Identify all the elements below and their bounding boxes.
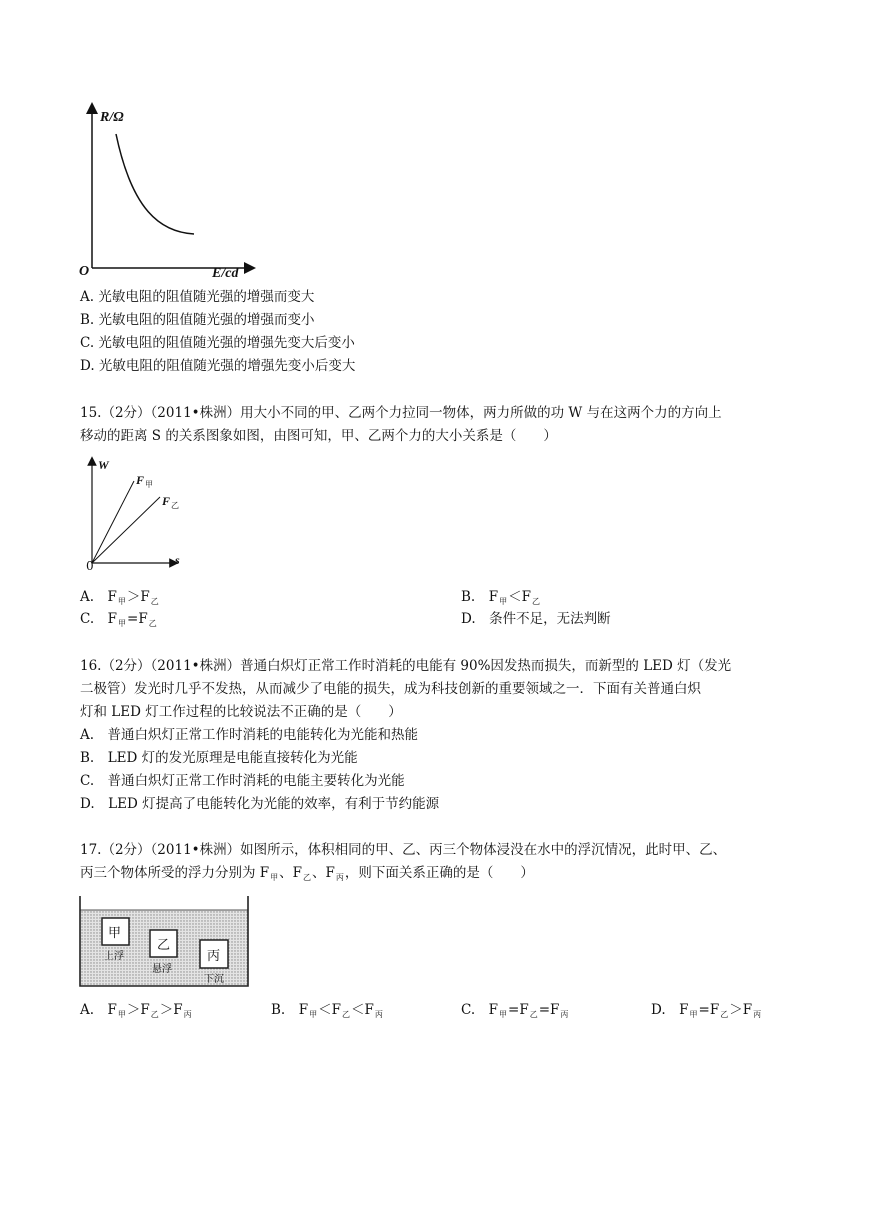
- q17-box-jia-caption: 上浮: [104, 951, 124, 962]
- q17-option-d: D. $F_甲=F_乙>F_丙$: [651, 1002, 762, 1019]
- q14-graph: [70, 100, 270, 290]
- q14-y-label: R/Ω: [100, 110, 124, 125]
- q16-option-a: A. 普通白炽灯正常工作时消耗的电能转化为光能和热能: [80, 727, 419, 743]
- q17-stem-line2: 丙三个物体所受的浮力分别为 $F_甲$、$F_乙$、$F_丙$，则下面关系正确的是（ ）: [80, 865, 534, 882]
- q15-line-jia-label: $F_甲$: [136, 473, 154, 489]
- q17-box-jia-label: 甲: [108, 926, 122, 941]
- q14-option-d: D. 光敏电阻的阻值随光强的增强先变小后变大: [80, 358, 356, 374]
- q16-option-c: C. 普通白炽灯正常工作时消耗的电能主要转化为光能: [80, 773, 405, 789]
- q17-box-yi-label: 乙: [157, 938, 171, 953]
- q15-line-yi-label: $F_乙$: [162, 494, 180, 510]
- q14-origin-label: O: [79, 264, 90, 279]
- q15-stem-line2: 移动的距离 S 的关系图象如图，由图可知，甲、乙两个力的大小关系是（ ）: [80, 428, 557, 444]
- q17-box-bing-label: 丙: [207, 949, 221, 964]
- q16-stem-line1: 16.（2分）（2011•株洲）普通白炽灯正常工作时消耗的电能有 90%因发热而损失，而新型的 LED 灯（发光: [80, 658, 732, 674]
- q14-option-c: C. 光敏电阻的阻值随光强的增强先变大后变小: [80, 335, 355, 351]
- q15-line-yi: [92, 497, 160, 563]
- q14-curve: [116, 134, 194, 234]
- q16-option-b: B. LED 灯的发光原理是电能直接转化为光能: [80, 750, 358, 766]
- q15-origin-label: 0: [86, 559, 94, 573]
- q17-option-c: C. $F_甲=F_乙=F_丙$: [461, 1002, 569, 1019]
- q14-graph-svg: [70, 100, 270, 290]
- q15-stem-line1: 15.（2分）（2011•株洲）用大小不同的甲、乙两个力拉同一物体，两力所做的功 W 与在这两个力的方向上: [80, 405, 722, 421]
- q17-option-b: B. $F_甲<F_乙<F_丙$: [271, 1002, 383, 1019]
- q15-option-a: A. $F_甲>F_乙$: [80, 589, 159, 606]
- q15-option-b: B. $F_甲<F_乙$: [461, 589, 540, 606]
- q15-option-d: D. 条件不足，无法判断: [461, 611, 611, 627]
- q14-option-b: B. 光敏电阻的阻值随光强的增强而变小: [80, 312, 315, 328]
- q15-y-label: W: [98, 458, 109, 472]
- q15-option-c: C. $F_甲=F_乙$: [80, 611, 157, 628]
- q15-line-jia: [92, 481, 134, 563]
- q16-stem-line3: 灯和 LED 灯工作过程的比较说法不正确的是（ ）: [80, 704, 402, 720]
- q17-box-bing-caption: 下沉: [204, 974, 224, 985]
- q14-option-a: A. 光敏电阻的阻值随光强的增强而变大: [80, 289, 315, 305]
- q14-x-label: E/cd: [212, 266, 239, 281]
- q16-option-d: D. LED 灯提高了电能转化为光能的效率，有利于节约能源: [80, 796, 440, 812]
- q17-water-tank-figure: [78, 896, 250, 988]
- q17-option-a: A. $F_甲>F_乙>F_丙$: [80, 1002, 192, 1019]
- q17-box-yi-caption: 悬浮: [152, 964, 172, 975]
- q17-stem-line1: 17.（2分）（2011•株洲）如图所示，体积相同的甲、乙、丙三个物体浸没在水中的浮沉情况，此时甲、乙、: [80, 842, 727, 858]
- q16-stem-line2: 二极管）发光时几乎不发热，从而减少了电能的损失，成为科技创新的重要领域之一．下面有关普通白炽: [80, 681, 701, 697]
- q15-graph: [82, 455, 202, 575]
- q15-x-label: s: [175, 553, 180, 567]
